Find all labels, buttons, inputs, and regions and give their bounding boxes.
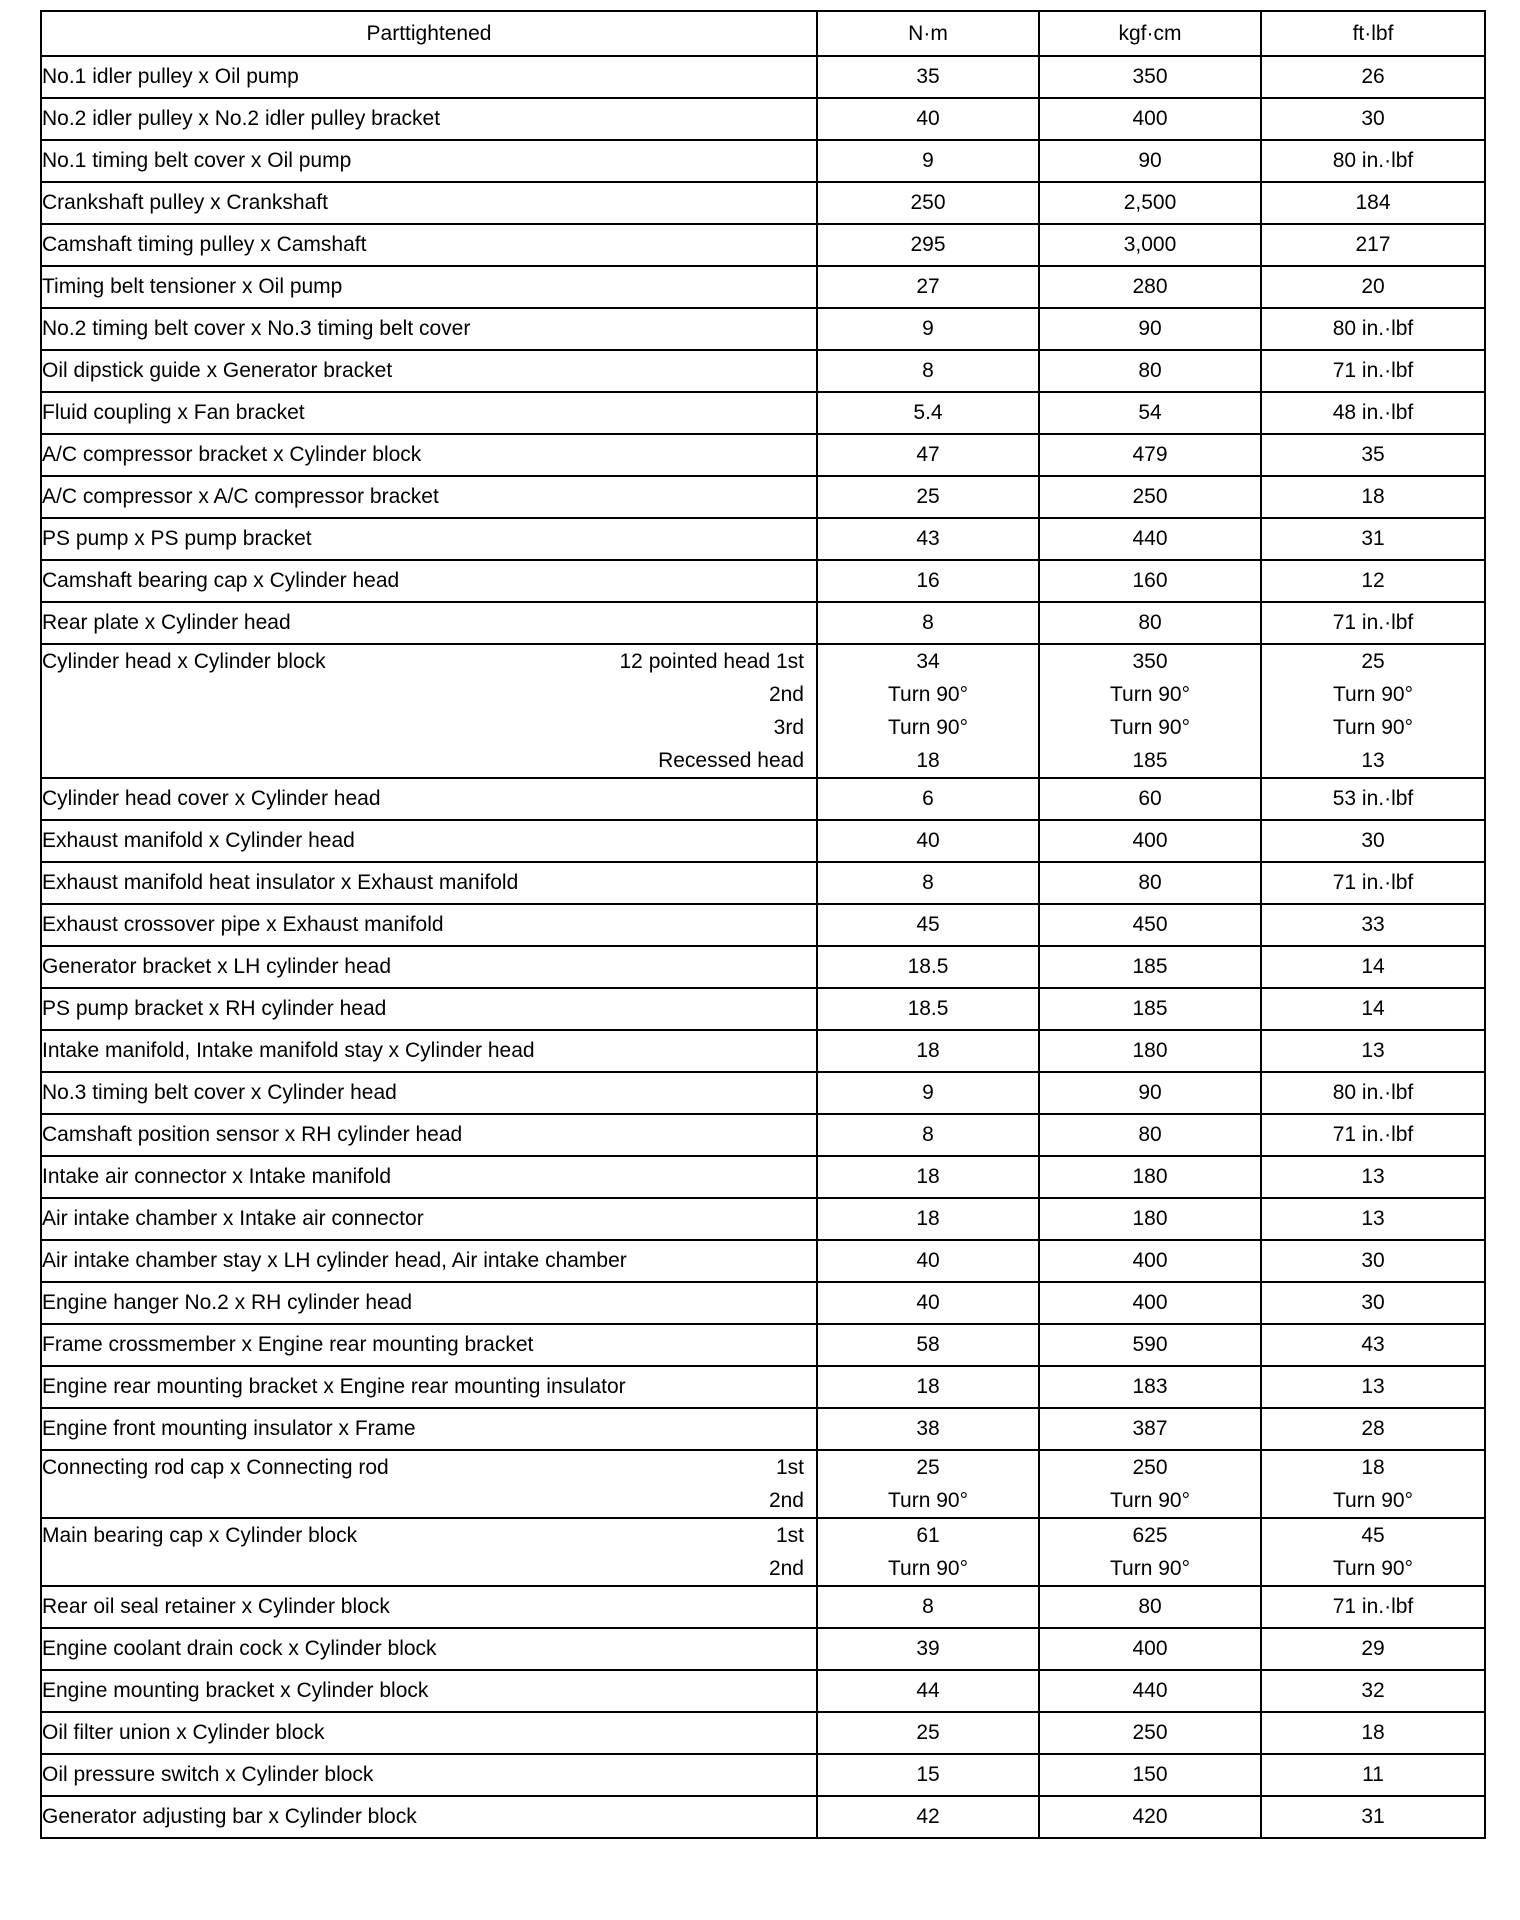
ft-lbf-cell: 30 [1261,820,1485,862]
kgf-cm-cell: 440 [1039,518,1261,560]
kgf-cm-cell: 400 [1039,1628,1261,1670]
part-cell: PS pump bracket x RH cylinder head [41,988,817,1030]
nm-cell: 9 [817,308,1039,350]
part-cell: Oil dipstick guide x Generator bracket [41,350,817,392]
part-cell: No.1 timing belt cover x Oil pump [41,140,817,182]
part-description: Connecting rod cap x Connecting rod [42,1456,389,1479]
table-row [41,1324,1485,1366]
nm-cell: 8 [817,602,1039,644]
ft-lbf-cell: 30 [1261,1282,1485,1324]
part-cell: Cylinder head cover x Cylinder head [41,778,817,820]
kgf-cm-cell: 250 [1039,476,1261,518]
table-row [41,518,1485,560]
step-value: 350 [1132,650,1168,673]
table-row [41,904,1485,946]
part-description: Main bearing cap x Cylinder block [42,1524,358,1547]
kgf-cm-cell: 440 [1039,1670,1261,1712]
table-row [41,988,1485,1030]
step-value: Turn 90° [888,683,968,706]
table-row [41,778,1485,820]
table-row [41,644,1485,778]
nm-cell: 9 [817,140,1039,182]
nm-cell: 8 [817,1586,1039,1628]
step-value: Turn 90° [1333,1489,1413,1512]
step-value: Turn 90° [888,716,968,739]
table-row [41,1198,1485,1240]
kgf-cm-cell: 180 [1039,1198,1261,1240]
kgf-cm-cell: 2,500 [1039,182,1261,224]
step-line [42,645,816,678]
table-row [41,98,1485,140]
ft-lbf-cell: 43 [1261,1324,1485,1366]
table-row [41,140,1485,182]
step-value: Turn 90° [1110,683,1190,706]
part-cell: PS pump x PS pump bracket [41,518,817,560]
ft-lbf-cell: 14 [1261,946,1485,988]
ft-lbf-cell: 71 in.·lbf [1261,1586,1485,1628]
part-cell: Camshaft timing pulley x Camshaft [41,224,817,266]
table-row [41,1670,1485,1712]
step-value: 61 [916,1524,940,1547]
part-cell: Exhaust manifold heat insulator x Exhaust manifold [41,862,817,904]
step-line [42,1519,816,1552]
part-cell: A/C compressor bracket x Cylinder block [41,434,817,476]
kgf-cm-cell [1039,1450,1261,1518]
step-line [42,711,816,744]
ft-lbf-cell: 32 [1261,1670,1485,1712]
table-row [41,1586,1485,1628]
nm-cell [817,1518,1039,1586]
step-value: 34 [916,650,940,673]
kgf-cm-cell: 80 [1039,1114,1261,1156]
table-row [41,946,1485,988]
nm-cell: 44 [817,1670,1039,1712]
ft-lbf-cell: 31 [1261,1796,1485,1838]
part-cell: Generator bracket x LH cylinder head [41,946,817,988]
ft-lbf-cell: 35 [1261,434,1485,476]
ft-lbf-cell: 11 [1261,1754,1485,1796]
table-row [41,266,1485,308]
ft-lbf-cell: 20 [1261,266,1485,308]
step-value: 18 [916,749,940,772]
nm-cell: 18 [817,1030,1039,1072]
tightening-step: 3rd [773,716,804,739]
ft-lbf-cell: 28 [1261,1408,1485,1450]
kgf-cm-cell: 80 [1039,602,1261,644]
kgf-cm-cell: 90 [1039,1072,1261,1114]
step-line [42,678,816,711]
ft-lbf-cell: 71 in.·lbf [1261,602,1485,644]
table-row [41,434,1485,476]
ft-lbf-cell: 13 [1261,1030,1485,1072]
nm-cell: 40 [817,98,1039,140]
table-row [41,1408,1485,1450]
table-row [41,1072,1485,1114]
kgf-cm-cell: 400 [1039,98,1261,140]
part-cell [41,1518,817,1586]
header-nm: N·m [817,11,1039,56]
table-row [41,1240,1485,1282]
nm-cell: 25 [817,476,1039,518]
ft-lbf-cell: 18 [1261,476,1485,518]
kgf-cm-cell: 54 [1039,392,1261,434]
nm-cell: 16 [817,560,1039,602]
table-row [41,1628,1485,1670]
kgf-cm-cell: 185 [1039,946,1261,988]
step-value: 13 [1361,749,1385,772]
kgf-cm-cell: 183 [1039,1366,1261,1408]
tightening-step: 1st [775,1456,804,1479]
part-cell: A/C compressor x A/C compressor bracket [41,476,817,518]
nm-cell: 45 [817,904,1039,946]
table-row [41,1156,1485,1198]
nm-cell: 25 [817,1712,1039,1754]
nm-cell: 27 [817,266,1039,308]
header-row [41,11,1485,56]
kgf-cm-cell: 180 [1039,1156,1261,1198]
nm-cell: 18 [817,1366,1039,1408]
nm-cell: 250 [817,182,1039,224]
kgf-cm-cell: 180 [1039,1030,1261,1072]
table-row [41,476,1485,518]
nm-cell: 43 [817,518,1039,560]
part-cell: Fluid coupling x Fan bracket [41,392,817,434]
ft-lbf-cell: 12 [1261,560,1485,602]
ft-lbf-cell: 184 [1261,182,1485,224]
ft-lbf-cell: 26 [1261,56,1485,98]
part-cell: Intake air connector x Intake manifold [41,1156,817,1198]
part-cell: Intake manifold, Intake manifold stay x Cylinder head [41,1030,817,1072]
step-value: 45 [1361,1524,1385,1547]
table-row [41,1518,1485,1586]
kgf-cm-cell: 387 [1039,1408,1261,1450]
table-row [41,1030,1485,1072]
ft-lbf-cell: 13 [1261,1198,1485,1240]
part-cell: Air intake chamber stay x LH cylinder head, Air intake chamber [41,1240,817,1282]
kgf-cm-cell: 90 [1039,308,1261,350]
nm-cell: 5.4 [817,392,1039,434]
ft-lbf-cell: 71 in.·lbf [1261,862,1485,904]
nm-cell: 42 [817,1796,1039,1838]
tightening-step: 2nd [768,1489,804,1512]
ft-lbf-cell: 31 [1261,518,1485,560]
table-row [41,308,1485,350]
part-description [42,711,774,744]
part-cell: Camshaft position sensor x RH cylinder head [41,1114,817,1156]
table-row [41,1712,1485,1754]
part-cell: No.1 idler pulley x Oil pump [41,56,817,98]
kgf-cm-cell: 590 [1039,1324,1261,1366]
part-cell: Engine hanger No.2 x RH cylinder head [41,1282,817,1324]
part-cell: No.3 timing belt cover x Cylinder head [41,1072,817,1114]
part-cell: Crankshaft pulley x Crankshaft [41,182,817,224]
part-cell [41,1450,817,1518]
step-value: 18 [1361,1456,1385,1479]
ft-lbf-cell: 53 in.·lbf [1261,778,1485,820]
table-row [41,1366,1485,1408]
part-description [42,744,658,777]
kgf-cm-cell [1039,644,1261,778]
kgf-cm-cell: 80 [1039,862,1261,904]
nm-cell: 9 [817,1072,1039,1114]
part-cell: Oil pressure switch x Cylinder block [41,1754,817,1796]
step-value: Turn 90° [1110,1489,1190,1512]
step-value: Turn 90° [1110,716,1190,739]
ft-lbf-cell [1261,1450,1485,1518]
nm-cell: 35 [817,56,1039,98]
tightening-step: Recessed head [658,749,804,772]
step-value: Turn 90° [1333,1557,1413,1580]
step-value: 185 [1132,749,1168,772]
table-row [41,350,1485,392]
kgf-cm-cell: 150 [1039,1754,1261,1796]
part-cell: Timing belt tensioner x Oil pump [41,266,817,308]
nm-cell: 38 [817,1408,1039,1450]
table-row [41,1796,1485,1838]
kgf-cm-cell: 3,000 [1039,224,1261,266]
table-row [41,602,1485,644]
ft-lbf-cell: 80 in.·lbf [1261,1072,1485,1114]
ft-lbf-cell: 13 [1261,1366,1485,1408]
nm-cell: 58 [817,1324,1039,1366]
table-row [41,182,1485,224]
nm-cell: 47 [817,434,1039,476]
nm-cell: 18.5 [817,946,1039,988]
kgf-cm-cell: 400 [1039,820,1261,862]
kgf-cm-cell: 60 [1039,778,1261,820]
nm-cell: 18 [817,1156,1039,1198]
table-row [41,820,1485,862]
part-cell: Air intake chamber x Intake air connector [41,1198,817,1240]
ft-lbf-cell [1261,644,1485,778]
ft-lbf-cell: 29 [1261,1628,1485,1670]
tightening-step: 12 pointed head 1st [619,650,804,673]
step-value: 25 [1361,650,1385,673]
kgf-cm-cell: 450 [1039,904,1261,946]
nm-cell: 6 [817,778,1039,820]
step-line [42,1451,816,1484]
step-value: 625 [1132,1524,1168,1547]
part-description [42,678,769,711]
kgf-cm-cell [1039,1518,1261,1586]
part-cell: Generator adjusting bar x Cylinder block [41,1796,817,1838]
ft-lbf-cell: 71 in.·lbf [1261,350,1485,392]
table-row [41,1114,1485,1156]
part-cell: Exhaust crossover pipe x Exhaust manifold [41,904,817,946]
part-cell [41,644,817,778]
ft-lbf-cell: 71 in.·lbf [1261,1114,1485,1156]
header-kgf-cm: kgf·cm [1039,11,1261,56]
kgf-cm-cell: 350 [1039,56,1261,98]
ft-lbf-cell: 217 [1261,224,1485,266]
table-row [41,862,1485,904]
table-row [41,1282,1485,1324]
table-row [41,1450,1485,1518]
kgf-cm-cell: 400 [1039,1282,1261,1324]
ft-lbf-cell: 30 [1261,98,1485,140]
ft-lbf-cell: 48 in.·lbf [1261,392,1485,434]
table-body [41,56,1485,1838]
step-value: Turn 90° [1333,716,1413,739]
ft-lbf-cell: 80 in.·lbf [1261,140,1485,182]
step-line [42,1484,816,1517]
part-description [42,1484,769,1517]
part-description: Cylinder head x Cylinder block [42,650,326,673]
step-line [42,744,816,777]
part-cell: Rear plate x Cylinder head [41,602,817,644]
table-row [41,224,1485,266]
table-row [41,1754,1485,1796]
nm-cell: 8 [817,350,1039,392]
table-row [41,56,1485,98]
nm-cell: 40 [817,1282,1039,1324]
ft-lbf-cell [1261,1518,1485,1586]
header-ft-lbf: ft·lbf [1261,11,1485,56]
step-value: 250 [1132,1456,1168,1479]
table-row [41,560,1485,602]
part-cell: Engine mounting bracket x Cylinder block [41,1670,817,1712]
ft-lbf-cell: 30 [1261,1240,1485,1282]
part-cell: No.2 timing belt cover x No.3 timing belt cover [41,308,817,350]
step-value: Turn 90° [888,1557,968,1580]
kgf-cm-cell: 280 [1039,266,1261,308]
part-cell: Engine front mounting insulator x Frame [41,1408,817,1450]
nm-cell: 8 [817,862,1039,904]
step-line [42,1552,816,1585]
nm-cell: 8 [817,1114,1039,1156]
ft-lbf-cell: 18 [1261,1712,1485,1754]
header-part: Parttightened [41,11,817,56]
part-cell: Camshaft bearing cap x Cylinder head [41,560,817,602]
ft-lbf-cell: 14 [1261,988,1485,1030]
nm-cell: 18.5 [817,988,1039,1030]
nm-cell: 295 [817,224,1039,266]
part-cell: Oil filter union x Cylinder block [41,1712,817,1754]
tightening-step: 2nd [768,683,804,706]
kgf-cm-cell: 80 [1039,1586,1261,1628]
part-cell: Engine coolant drain cock x Cylinder block [41,1628,817,1670]
kgf-cm-cell: 160 [1039,560,1261,602]
part-cell: Exhaust manifold x Cylinder head [41,820,817,862]
ft-lbf-cell: 80 in.·lbf [1261,308,1485,350]
kgf-cm-cell: 420 [1039,1796,1261,1838]
kgf-cm-cell: 80 [1039,350,1261,392]
table-row [41,392,1485,434]
nm-cell: 15 [817,1754,1039,1796]
ft-lbf-cell: 33 [1261,904,1485,946]
kgf-cm-cell: 479 [1039,434,1261,476]
part-cell: Frame crossmember x Engine rear mounting bracket [41,1324,817,1366]
part-cell: No.2 idler pulley x No.2 idler pulley bracket [41,98,817,140]
nm-cell: 39 [817,1628,1039,1670]
kgf-cm-cell: 90 [1039,140,1261,182]
kgf-cm-cell: 250 [1039,1712,1261,1754]
kgf-cm-cell: 185 [1039,988,1261,1030]
ft-lbf-cell: 13 [1261,1156,1485,1198]
part-description [42,1552,769,1585]
nm-cell: 40 [817,820,1039,862]
part-cell: Engine rear mounting bracket x Engine rear mounting insulator [41,1366,817,1408]
tightening-step: 2nd [768,1557,804,1580]
nm-cell [817,644,1039,778]
nm-cell: 18 [817,1198,1039,1240]
kgf-cm-cell: 400 [1039,1240,1261,1282]
step-value: 25 [916,1456,940,1479]
tightening-step: 1st [775,1524,804,1547]
step-value: Turn 90° [888,1489,968,1512]
nm-cell [817,1450,1039,1518]
step-value: Turn 90° [1333,683,1413,706]
part-cell: Rear oil seal retainer x Cylinder block [41,1586,817,1628]
torque-spec-table [40,10,1486,1839]
nm-cell: 40 [817,1240,1039,1282]
step-value: Turn 90° [1110,1557,1190,1580]
